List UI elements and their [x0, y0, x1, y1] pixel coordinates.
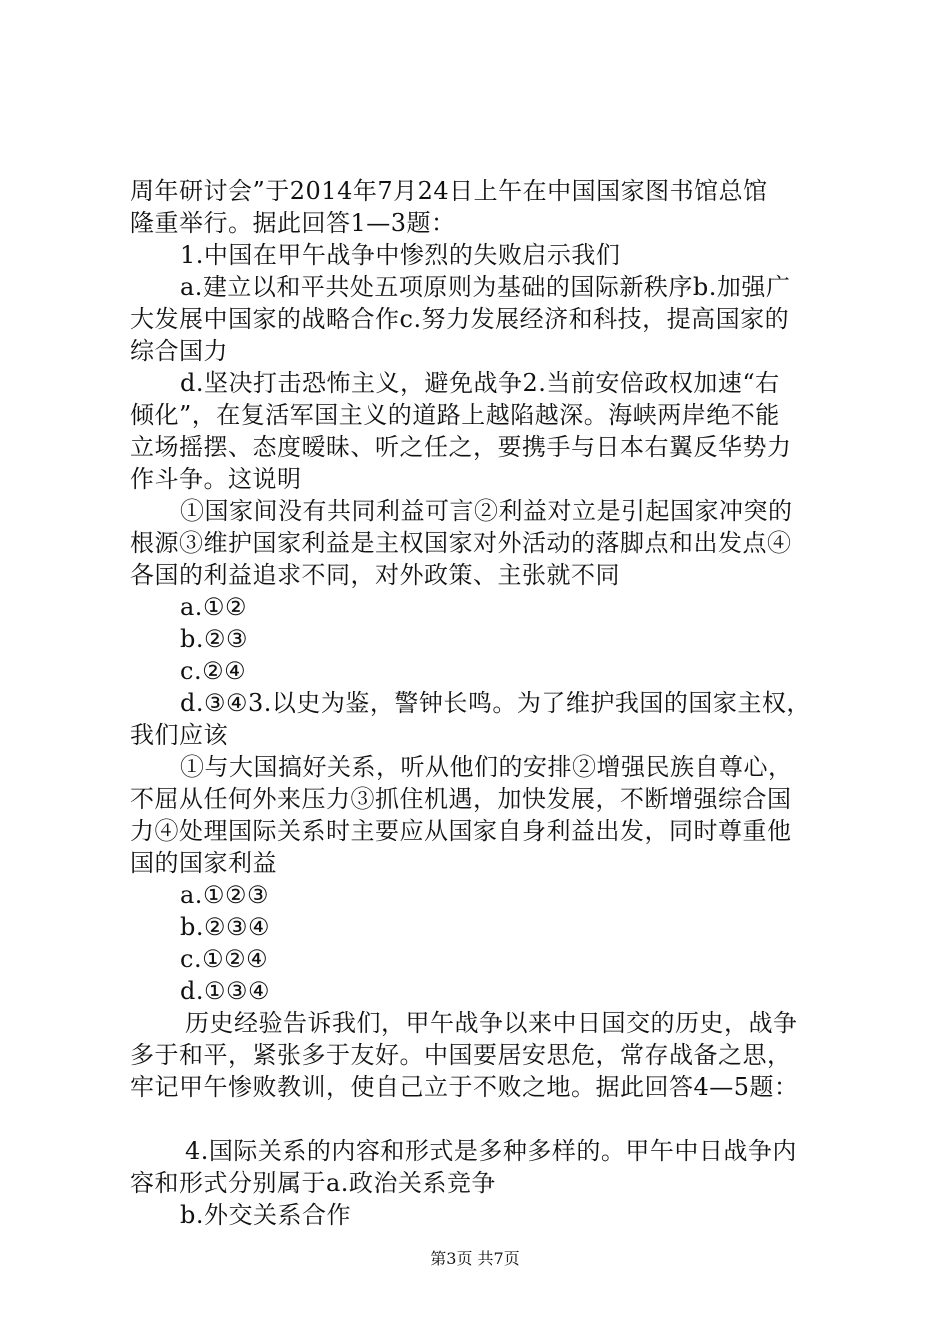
text-line: 倾化”，在复活军国主义的道路上越陷越深。海峡两岸绝不能	[130, 401, 780, 429]
text-line: 不屈从任何外来压力③抓住机遇，加快发展，不断增强综合国	[130, 785, 792, 813]
option-a: a.①②	[180, 593, 247, 621]
text-line: 大发展中国家的战略合作c.努力发展经济和科技，提高国家的	[130, 305, 790, 333]
text-line: 综合国力	[130, 337, 228, 365]
option-d: d.③④3.以史为鉴，警钟长鸣。为了维护我国的国家主权，	[180, 689, 811, 717]
text-line: 立场摇摆、态度暧昧、听之任之，要携手与日本右翼反华势力	[130, 433, 792, 461]
option-a: a.①②③	[180, 881, 269, 909]
option-c: c.①②④	[180, 945, 269, 973]
text-line: 各国的利益追求不同，对外政策、主张就不同	[130, 561, 620, 589]
text-line: 多于和平，紧张多于友好。中国要居安思危，常存战备之思，	[130, 1041, 792, 1069]
question-1: 1.中国在甲午战争中惨烈的失败启示我们	[180, 241, 621, 269]
text-line: 隆重举行。据此回答1—3题：	[130, 209, 456, 237]
document-body	[130, 175, 830, 1231]
option-b: b.②③	[180, 625, 249, 653]
text-line: 国的国家利益	[130, 849, 277, 877]
statement-line: ①与大国搞好关系，听从他们的安排②增强民族自尊心，	[180, 753, 793, 781]
statement-line: ①国家间没有共同利益可言②利益对立是引起国家冲突的	[180, 497, 793, 525]
text-line: 牢记甲午惨败教训，使自己立于不败之地。据此回答4—5题：	[130, 1073, 799, 1101]
option-b: b.②③④	[180, 913, 271, 941]
text-line: 力④处理国际关系时主要应从国家自身利益出发，同时尊重他	[130, 817, 792, 845]
option-line: b.外交关系合作	[180, 1201, 351, 1229]
blank-line	[130, 1103, 830, 1135]
text-line: 根源③维护国家利益是主权国家对外活动的落脚点和出发点④	[130, 529, 792, 557]
option-line: a.建立以和平共处五项原则为基础的国际新秩序b.加强广	[180, 273, 791, 301]
option-c: c.②④	[180, 657, 247, 685]
option-d: d.①③④	[180, 977, 271, 1005]
question-4: 4.国际关系的内容和形式是多种多样的。甲午中日战争内	[185, 1137, 797, 1165]
text-line: 作斗争。这说明	[130, 465, 302, 493]
text-line: 周年研讨会”于2014年7月24日上午在中国国家图书馆总馆	[130, 177, 768, 205]
page-footer: 第3页 共7页	[430, 1249, 520, 1268]
text-line: 容和形式分别属于a.政治关系竞争	[130, 1169, 496, 1197]
paragraph-line: 历史经验告诉我们，甲午战争以来中日国交的历史，战争	[185, 1009, 798, 1037]
option-line: d.坚决打击恐怖主义，避免战争2.当前安倍政权加速“右	[180, 369, 780, 397]
text-line: 我们应该	[130, 721, 228, 749]
